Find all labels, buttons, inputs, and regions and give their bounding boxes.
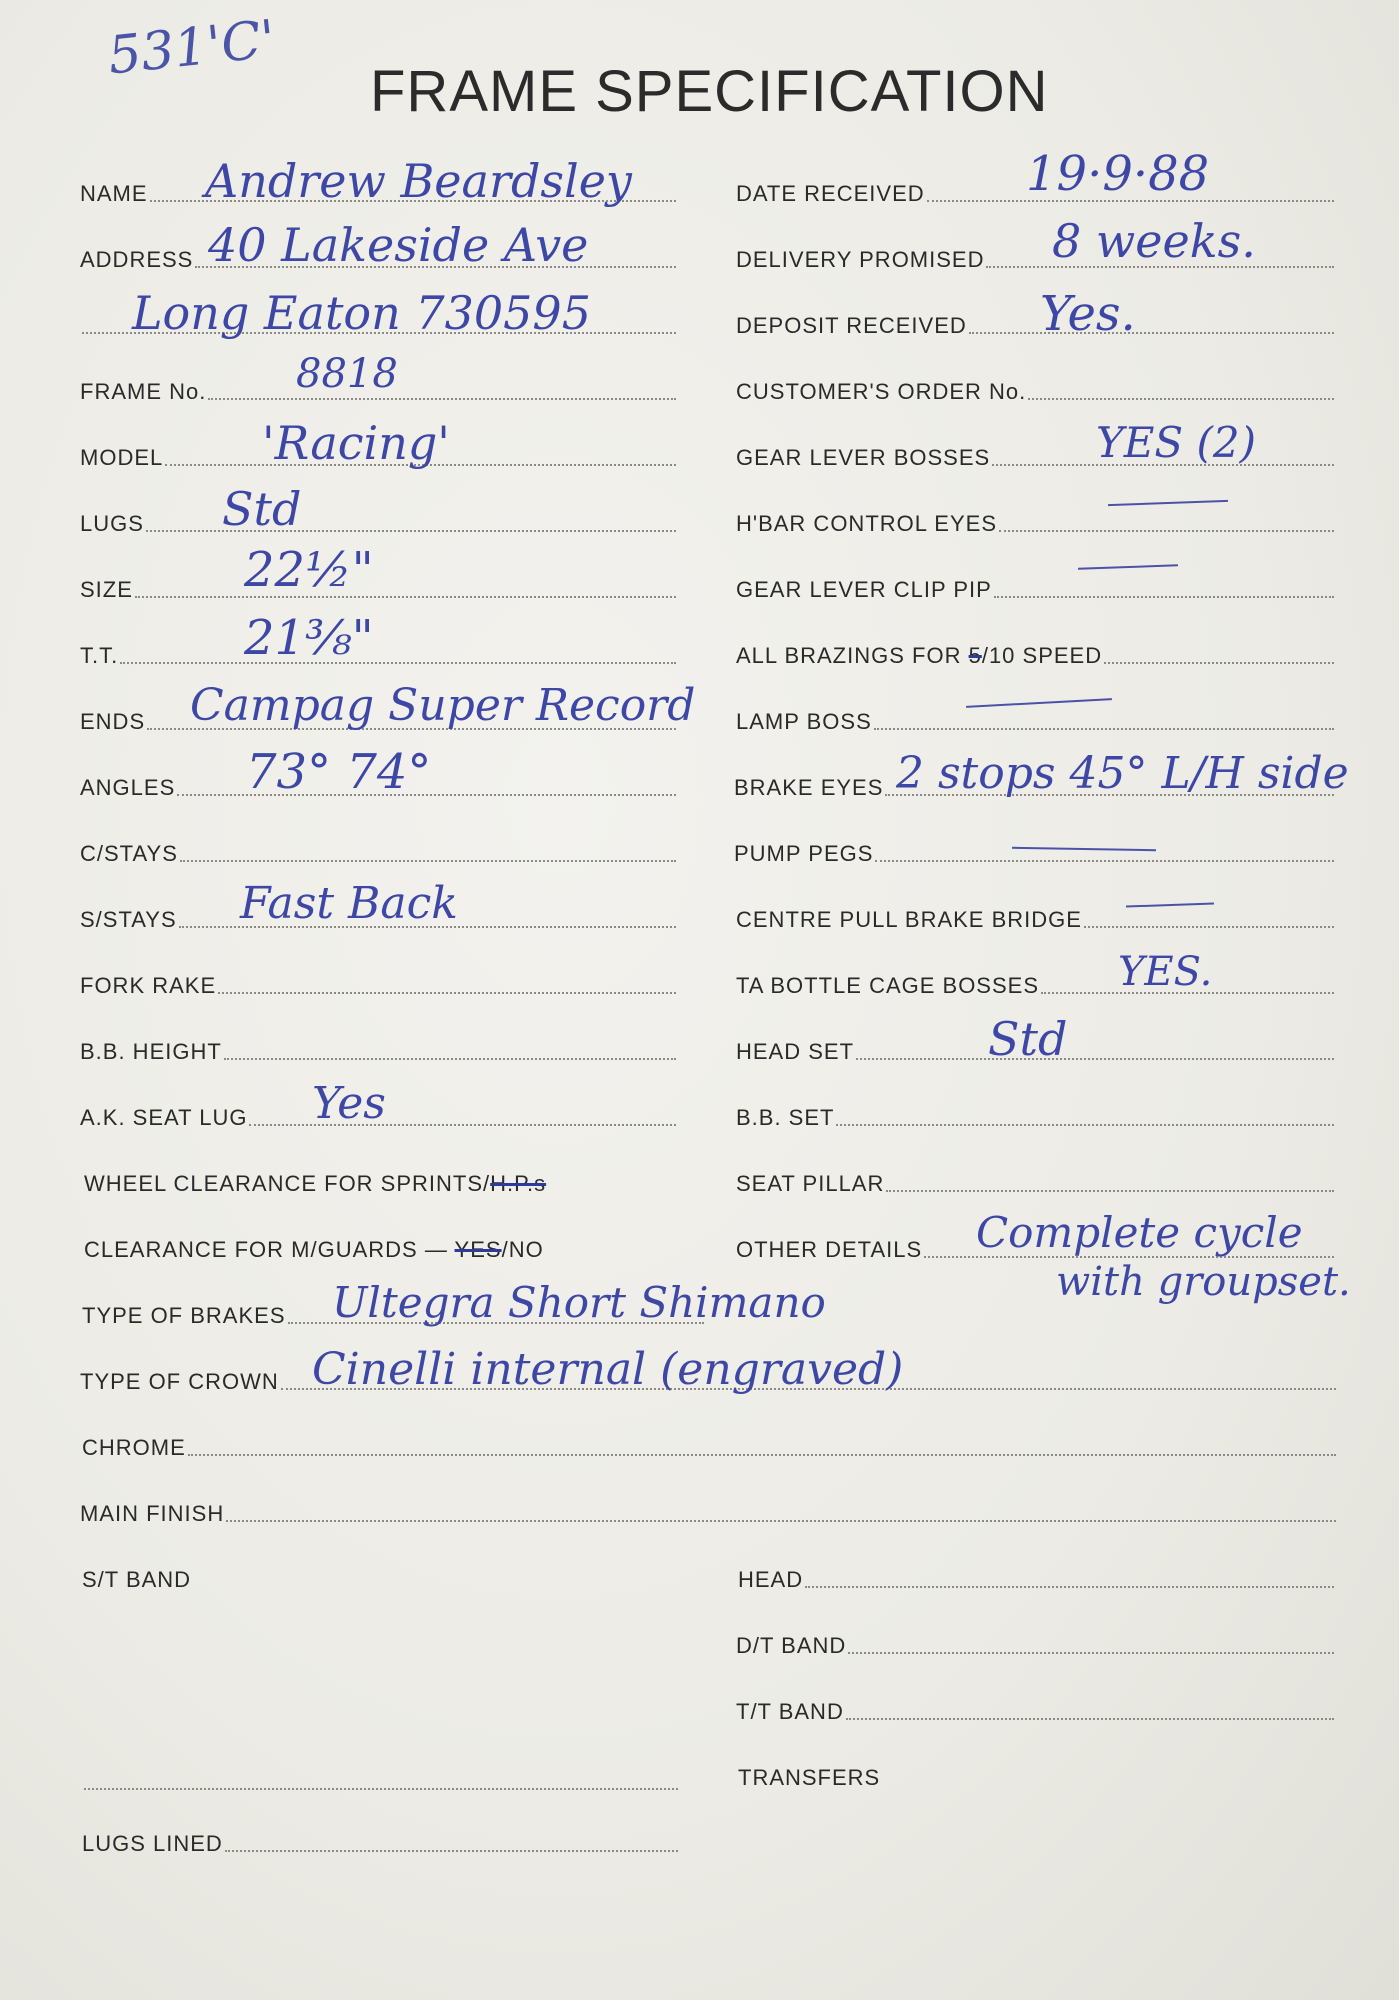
- dotted-line: [1028, 397, 1334, 400]
- dotted-line: [84, 1787, 678, 1790]
- label-st-band: S/T BAND: [82, 1567, 192, 1592]
- field-all-brazings: [736, 634, 1334, 668]
- dotted-line: [856, 1057, 1334, 1060]
- value-delivery-promised: 8 weeks.: [1052, 214, 1256, 268]
- field-clearance-mguards: [84, 1228, 676, 1262]
- value-lugs: Std: [222, 482, 302, 536]
- label-tt-band: T/T BAND: [736, 1699, 844, 1724]
- label-angles: ANGLES: [80, 775, 176, 800]
- dotted-line: [225, 1849, 678, 1852]
- dotted-line: [805, 1585, 1334, 1588]
- label-all-brazings: [736, 644, 1102, 668]
- dotted-line: [846, 1717, 1334, 1720]
- dotted-line: [848, 1651, 1334, 1654]
- label-main-finish: MAIN FINISH: [80, 1501, 225, 1526]
- label-gear-lever-bosses: GEAR LEVER BOSSES: [736, 445, 991, 470]
- dotted-line: [875, 859, 1334, 862]
- field-st-band: [82, 1558, 382, 1592]
- label-c-stays: C/STAYS: [80, 841, 178, 866]
- field-ta-bottle: [736, 964, 1334, 998]
- label-s-stays: S/STAYS: [80, 907, 177, 932]
- field-blank-line: [82, 1760, 678, 1794]
- value-s-stays: Fast Back: [240, 878, 458, 929]
- label-address: ADDRESS: [80, 247, 194, 272]
- value-deposit-received: Yes.: [1040, 286, 1136, 342]
- value-name: Andrew Beardsley: [205, 154, 632, 208]
- reference-number: 531'C': [105, 9, 279, 87]
- label-wheel-clearance-text: WHEEL CLEARANCE FOR SPRINTS/: [84, 1171, 491, 1196]
- value-head-set: Std: [988, 1012, 1068, 1066]
- page-title: FRAME SPECIFICATION: [370, 59, 1049, 124]
- field-seat-pillar: [736, 1162, 1334, 1196]
- value-gear-lever-bosses: YES (2): [1096, 418, 1257, 467]
- value-size: 22½": [244, 542, 374, 598]
- label-delivery-promised: DELIVERY PROMISED: [736, 247, 985, 272]
- value-frame-no: 8818: [296, 351, 398, 397]
- label-model: MODEL: [80, 445, 164, 470]
- label-type-of-crown: TYPE OF CROWN: [80, 1369, 279, 1394]
- label-gear-lever-clip-pip: GEAR LEVER CLIP PIP: [736, 577, 992, 602]
- label-brake-eyes: BRAKE EYES: [734, 775, 884, 800]
- label-bb-height: B.B. HEIGHT: [80, 1039, 222, 1064]
- label-clearance-text: CLEARANCE FOR M/GUARDS —: [84, 1237, 455, 1262]
- field-centre-pull: [736, 898, 1334, 932]
- label-lugs: LUGS: [80, 511, 144, 536]
- label-pump-pegs: PUMP PEGS: [734, 841, 874, 866]
- dotted-line: [969, 331, 1334, 334]
- struck-hps: H.P.s: [490, 1171, 547, 1196]
- value-brake-eyes: 2 stops 45° L/H side: [896, 748, 1349, 799]
- value-angles: 73° 74°: [246, 744, 432, 800]
- label-head: HEAD: [738, 1567, 804, 1592]
- value-ta-bottle: YES.: [1118, 949, 1213, 995]
- label-chrome: CHROME: [82, 1435, 186, 1460]
- field-size: [80, 568, 676, 602]
- label-date-received: DATE RECEIVED: [736, 181, 925, 206]
- label-fork-rake: FORK RAKE: [80, 973, 217, 998]
- dotted-line: [226, 1519, 1336, 1522]
- dotted-line: [886, 1189, 1334, 1192]
- label-ak-seat-lug: A.K. SEAT LUG: [80, 1105, 248, 1130]
- label-ta-bottle: TA BOTTLE CAGE BOSSES: [736, 973, 1040, 998]
- dotted-line: [135, 595, 676, 598]
- label-seat-pillar: SEAT PILLAR: [736, 1171, 885, 1196]
- label-type-of-brakes: TYPE OF BRAKES: [82, 1303, 286, 1328]
- dotted-line: [224, 1057, 676, 1060]
- label-hbar-control-eyes: H'BAR CONTROL EYES: [736, 511, 997, 536]
- label-ends: ENDS: [80, 709, 146, 734]
- field-head: [738, 1558, 1334, 1592]
- dotted-line: [188, 1453, 1336, 1456]
- value-other-details-line2: with groupset.: [1056, 1259, 1351, 1305]
- label-tt: T.T.: [80, 643, 119, 668]
- field-transfers: [738, 1756, 1334, 1790]
- label-head-set: HEAD SET: [736, 1039, 855, 1064]
- field-lugs-lined: [82, 1822, 678, 1856]
- dotted-line: [120, 661, 676, 664]
- value-other-details: Complete cycle: [976, 1208, 1303, 1257]
- label-name: NAME: [80, 181, 148, 206]
- field-gear-lever-clip-pip: [736, 568, 1334, 602]
- field-main-finish: [80, 1492, 1336, 1526]
- label-lamp-boss: LAMP BOSS: [736, 709, 872, 734]
- field-bb-set: [736, 1096, 1334, 1130]
- dotted-line: [208, 397, 676, 400]
- label-bb-set: B.B. SET: [736, 1105, 835, 1130]
- dotted-line: [218, 991, 676, 994]
- dotted-line: [180, 859, 676, 862]
- field-tt: [80, 634, 676, 668]
- field-tt-band: [736, 1690, 1334, 1724]
- label-transfers: TRANSFERS: [738, 1765, 881, 1790]
- struck-five: 5: [968, 643, 982, 668]
- label-clearance-no: /NO: [501, 1237, 544, 1262]
- field-customers-order: [736, 370, 1334, 404]
- field-bb-height: [80, 1030, 676, 1064]
- value-address-line2: Long Eaton 730595: [132, 286, 591, 340]
- label-other-details: OTHER DETAILS: [736, 1237, 923, 1262]
- field-deposit-received: [736, 304, 1334, 338]
- label-frame-no: FRAME No.: [80, 379, 207, 404]
- label-dt-band: D/T BAND: [736, 1633, 847, 1658]
- dotted-line: [994, 595, 1334, 598]
- label-all-brazings-text: ALL BRAZINGS FOR: [736, 643, 969, 668]
- value-type-of-crown: Cinelli internal (engraved): [312, 1344, 904, 1395]
- label-lugs-lined: LUGS LINED: [82, 1831, 223, 1856]
- dotted-line: [1084, 925, 1334, 928]
- label-deposit-received: DEPOSIT RECEIVED: [736, 313, 967, 338]
- struck-yes: YES: [454, 1237, 502, 1262]
- value-date-received: 19·9·88: [1026, 146, 1210, 202]
- label-ten-speed: /10 SPEED: [981, 643, 1103, 668]
- dotted-line: [1104, 661, 1334, 664]
- field-c-stays: [80, 832, 676, 866]
- label-wheel-clearance: [84, 1172, 546, 1196]
- field-chrome: [82, 1426, 1336, 1460]
- value-type-of-brakes: Ultegra Short Shimano: [332, 1278, 826, 1327]
- field-lamp-boss: [736, 700, 1334, 734]
- value-address: 40 Lakeside Ave: [208, 218, 589, 272]
- dotted-line: [836, 1123, 1334, 1126]
- field-dt-band: [736, 1624, 1334, 1658]
- label-customers-order: CUSTOMER'S ORDER No.: [736, 379, 1027, 404]
- value-model: 'Racing': [262, 416, 450, 470]
- field-fork-rake: [80, 964, 676, 998]
- value-tt: 21⅜": [244, 610, 374, 666]
- field-hbar-control-eyes: [736, 502, 1334, 536]
- dotted-line: [874, 727, 1334, 730]
- label-size: SIZE: [80, 577, 133, 602]
- field-wheel-clearance: [84, 1162, 676, 1196]
- field-lugs: [80, 502, 676, 536]
- value-ends: Campag Super Record: [190, 680, 696, 731]
- label-clearance-mguards: [84, 1238, 544, 1262]
- dotted-line: [999, 529, 1334, 532]
- label-centre-pull: CENTRE PULL BRAKE BRIDGE: [736, 907, 1082, 932]
- value-ak-seat-lug: Yes: [312, 1078, 386, 1129]
